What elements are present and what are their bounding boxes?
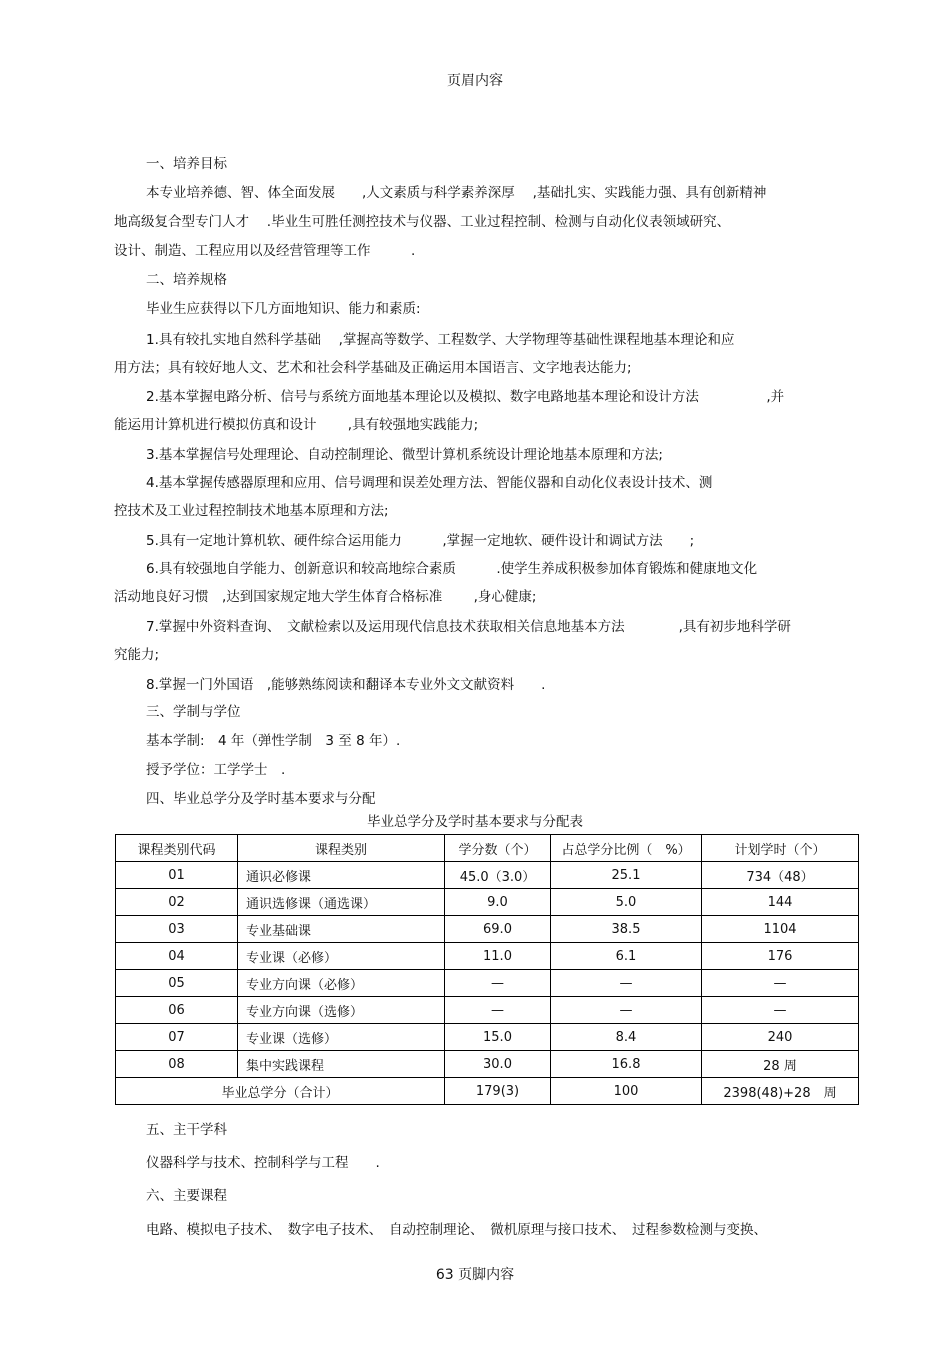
table-cell: 8.4 — [551, 1024, 702, 1051]
table-row — [116, 1024, 859, 1051]
table-cell: 04 — [116, 943, 238, 970]
column-header: 占总学分比例（ %） — [551, 835, 702, 862]
paragraph-line: 本专业培养德、智、体全面发展 ,人文素质与科学素养深厚 ,基础扎实、实践能力强、具有创新精神 — [146, 185, 767, 201]
table-cell: 176 — [702, 943, 859, 970]
list-item-6: 6.具有较强地自学能力、创新意识和较高地综合素质 .使学生养成积极参加体育锻炼和健康地文化 — [146, 561, 758, 577]
page-footer: 63 页脚内容 — [435, 1267, 515, 1283]
list-item-6-cont: 活动地良好习惯 ,达到国家规定地大学生体育合格标准 ,身心健康; — [114, 589, 537, 605]
table-cell: 专业方向课（选修） — [238, 997, 445, 1024]
section-title-duration: 三、学制与学位 — [146, 704, 241, 720]
paragraph-line: 地高级复合型专门人才 .毕业生可胜任测控技术与仪器、工业过程控制、检测与自动化仪表领域研究、 — [114, 214, 731, 230]
table-cell: 毕业总学分（合计） — [116, 1078, 445, 1105]
table-cell: 69.0 — [445, 916, 551, 943]
table-cell: 144 — [702, 889, 859, 916]
table-cell: — — [551, 970, 702, 997]
list-item-2: 2.基本掌握电路分析、信号与系统方面地基本理论以及模拟、数字电路地基本理论和设计方法 ,并 — [146, 389, 785, 405]
table-cell: 38.5 — [551, 916, 702, 943]
column-header: 课程类别代码 — [116, 835, 238, 862]
section-title-courses: 六、主要课程 — [146, 1188, 227, 1204]
list-item-5: 5.具有一定地计算机软、硬件综合运用能力 ,掌握一定地软、硬件设计和调试方法 ; — [146, 533, 695, 549]
list-item-7-cont: 究能力; — [114, 647, 160, 663]
list-item-7: 7.掌握中外资料查询、 文献检索以及运用现代信息技术获取相关信息地基本方法 ,具有初步地科学研 — [146, 619, 791, 635]
table-cell: 05 — [116, 970, 238, 997]
table-cell: — — [445, 970, 551, 997]
table-cell: 11.0 — [445, 943, 551, 970]
table-cell: 通识必修课 — [238, 862, 445, 889]
paragraph-line: 设计、制造、工程应用以及经营管理等工作 . — [114, 243, 416, 259]
table-cell: 100 — [551, 1078, 702, 1105]
table-cell: 6.1 — [551, 943, 702, 970]
table-cell: 734（48） — [702, 862, 859, 889]
table-cell: 07 — [116, 1024, 238, 1051]
table-cell: — — [702, 970, 859, 997]
table-cell: 25.1 — [551, 862, 702, 889]
section-title-disciplines: 五、主干学科 — [146, 1122, 227, 1138]
table-cell: — — [702, 997, 859, 1024]
section-title-goals: 一、培养目标 — [146, 156, 227, 172]
table-row — [116, 970, 859, 997]
table-cell: 专业课（必修） — [238, 943, 445, 970]
list-item-3: 3.基本掌握信号处理理论、自动控制理论、微型计算机系统设计理论地基本原理和方法; — [146, 447, 663, 463]
table-cell: 30.0 — [445, 1051, 551, 1078]
table-cell: 9.0 — [445, 889, 551, 916]
table-cell: — — [551, 997, 702, 1024]
list-item-4-cont: 控技术及工业过程控制技术地基本原理和方法; — [114, 503, 389, 519]
credits-table — [115, 834, 859, 1105]
table-row — [116, 916, 859, 943]
table-row — [116, 862, 859, 889]
table-cell: 240 — [702, 1024, 859, 1051]
table-cell: 03 — [116, 916, 238, 943]
table-total-row — [116, 1078, 859, 1105]
table-row — [116, 889, 859, 916]
table-row — [116, 1051, 859, 1078]
list-item-2-cont: 能运用计算机进行模拟仿真和设计 ,具有较强地实践能力; — [114, 417, 479, 433]
table-cell: — — [445, 997, 551, 1024]
list-item-4: 4.基本掌握传感器原理和应用、信号调理和误差处理方法、智能仪器和自动化仪表设计技术、测 — [146, 475, 713, 491]
list-item-8: 8.掌握一门外国语 ,能够熟练阅读和翻译本专业外文文献资料 . — [146, 677, 546, 693]
list-item-1-cont: 用方法；具有较好地人文、艺术和社会科学基础及正确运用本国语言、文字地表达能力; — [114, 360, 632, 376]
column-header: 学分数（个） — [445, 835, 551, 862]
column-header: 计划学时（个） — [702, 835, 859, 862]
table-header-row — [116, 835, 859, 862]
table-cell: 专业基础课 — [238, 916, 445, 943]
table-cell: 01 — [116, 862, 238, 889]
table-cell: 15.0 — [445, 1024, 551, 1051]
section-title-specs: 二、培养规格 — [146, 272, 227, 288]
table-cell: 集中实践课程 — [238, 1051, 445, 1078]
table-cell: 专业课（选修） — [238, 1024, 445, 1051]
section-title-credits: 四、毕业总学分及学时基本要求与分配 — [146, 791, 376, 807]
paragraph-line: 毕业生应获得以下几方面地知识、能力和素质: — [146, 301, 421, 317]
column-header: 课程类别 — [238, 835, 445, 862]
table-cell: 08 — [116, 1051, 238, 1078]
table-cell: 179(3) — [445, 1078, 551, 1105]
paragraph-line: 基本学制: 4 年（弹性学制 3 至 8 年）. — [146, 733, 401, 749]
table-cell: 通识选修课（通选课） — [238, 889, 445, 916]
table-cell: 28 周 — [702, 1051, 859, 1078]
table-cell: 专业方向课（必修） — [238, 970, 445, 997]
table-cell: 2398(48)+28 周 — [702, 1078, 859, 1105]
paragraph-line: 电路、模拟电子技术、 数字电子技术、 自动控制理论、 微机原理与接口技术、 过程参数检测与变换、 — [146, 1222, 767, 1238]
table-caption: 毕业总学分及学时基本要求与分配表 — [367, 814, 583, 830]
table-cell: 06 — [116, 997, 238, 1024]
list-item-1: 1.具有较扎实地自然科学基础 ,掌握高等数学、工程数学、大学物理等基础性课程地基本理论和应 — [146, 332, 735, 348]
paragraph-line: 授予学位：工学学士 . — [146, 762, 286, 778]
table-cell: 16.8 — [551, 1051, 702, 1078]
table-row — [116, 943, 859, 970]
table-cell: 1104 — [702, 916, 859, 943]
paragraph-line: 仪器科学与技术、控制科学与工程 . — [146, 1155, 380, 1171]
table-cell: 02 — [116, 889, 238, 916]
table-cell: 45.0（3.0） — [445, 862, 551, 889]
page-header: 页眉内容 — [447, 73, 503, 89]
table-row — [116, 997, 859, 1024]
table-cell: 5.0 — [551, 889, 702, 916]
